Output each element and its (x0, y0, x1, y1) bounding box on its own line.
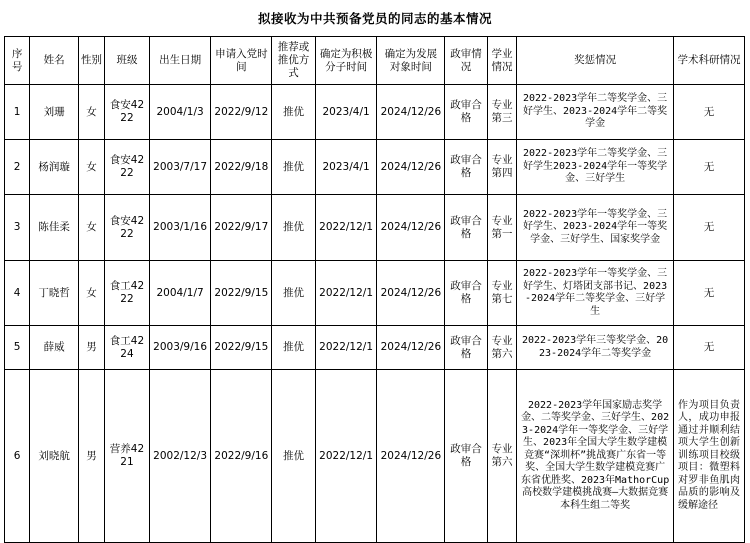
cell-research: 无 (674, 261, 745, 326)
cell-political: 政审合格 (445, 261, 488, 326)
cell-class: 食安4222 (105, 195, 150, 261)
cell-no: 4 (5, 261, 30, 326)
cell-gender: 女 (78, 85, 104, 140)
cell-no: 1 (5, 85, 30, 140)
cell-political: 政审合格 (445, 85, 488, 140)
cell-recommend: 推优 (272, 370, 316, 543)
candidates-table (4, 36, 745, 543)
cell-activist: 2023/4/1 (315, 140, 377, 195)
cell-apply: 2022/9/17 (211, 195, 272, 261)
cell-political: 政审合格 (445, 195, 488, 261)
cell-class: 食工4222 (105, 261, 150, 326)
header-apply: 申请入党时间 (211, 37, 272, 85)
cell-academic: 专业第四 (487, 140, 516, 195)
cell-activist: 2022/12/1 (315, 261, 377, 326)
cell-birth: 2003/9/16 (149, 326, 211, 370)
cell-name: 陈佳柔 (30, 195, 79, 261)
cell-political: 政审合格 (445, 140, 488, 195)
cell-awards: 2022-2023学年二等奖学金、三好学生2023-2024学年一等奖学金、三好学生 (517, 140, 674, 195)
cell-dev: 2024/12/26 (377, 195, 445, 261)
cell-apply: 2022/9/12 (211, 85, 272, 140)
header-gender: 性别 (78, 37, 104, 85)
cell-gender: 男 (78, 370, 104, 543)
cell-activist: 2022/12/1 (315, 370, 377, 543)
header-academic: 学业情况 (487, 37, 516, 85)
cell-dev: 2024/12/26 (377, 261, 445, 326)
cell-class: 营养4221 (105, 370, 150, 543)
cell-name: 杨润璇 (30, 140, 79, 195)
cell-academic: 专业第一 (487, 195, 516, 261)
cell-gender: 女 (78, 261, 104, 326)
cell-dev: 2024/12/26 (377, 140, 445, 195)
header-dev: 确定为发展对象时间 (377, 37, 445, 85)
cell-activist: 2022/12/1 (315, 326, 377, 370)
cell-academic: 专业第三 (487, 85, 516, 140)
cell-research: 无 (674, 140, 745, 195)
cell-gender: 男 (78, 326, 104, 370)
header-birth: 出生日期 (149, 37, 211, 85)
cell-awards: 2022-2023学年一等奖学金、三好学生、2023-2024学年一等奖学金、三好学生、国家奖学金 (517, 195, 674, 261)
cell-gender: 女 (78, 140, 104, 195)
header-research: 学术科研情况 (674, 37, 745, 85)
table-row (5, 326, 745, 370)
header-class: 班级 (105, 37, 150, 85)
cell-research: 作为项目负责人，成功申报通过并顺利结项大学生创新训练项目校级项目：微塑料对罗非鱼肌肉品质的影响及缓解途径 (674, 370, 745, 543)
cell-activist: 2023/4/1 (315, 85, 377, 140)
cell-class: 食工4224 (105, 326, 150, 370)
header-awards: 奖惩情况 (517, 37, 674, 85)
table-row (5, 140, 745, 195)
cell-class: 食安4222 (105, 140, 150, 195)
cell-awards: 2022-2023学年一等奖学金、三好学生、灯塔团支部书记、2023-2024学年二等奖学金、三好学生 (517, 261, 674, 326)
cell-political: 政审合格 (445, 326, 488, 370)
cell-name: 丁晓哲 (30, 261, 79, 326)
table-header-row (5, 37, 745, 85)
cell-birth: 2004/1/3 (149, 85, 211, 140)
cell-no: 3 (5, 195, 30, 261)
header-political: 政审情况 (445, 37, 488, 85)
cell-awards: 2022-2023学年国家励志奖学金、二等奖学金、三好学生、2023-2024学年一等奖学金、三好学生、2023年全国大学生数学建模竞赛“深圳杯”挑战赛广东省一等奖、全国大学生数学建模竞赛广东省优胜奖、2023年MathorCup高校数学建模挑战赛—大数据竞赛本科生组二等奖 (517, 370, 674, 543)
cell-research: 无 (674, 195, 745, 261)
cell-birth: 2004/1/7 (149, 261, 211, 326)
cell-name: 薛威 (30, 326, 79, 370)
cell-apply: 2022/9/15 (211, 261, 272, 326)
cell-political: 政审合格 (445, 370, 488, 543)
cell-name: 刘晓航 (30, 370, 79, 543)
cell-birth: 2003/7/17 (149, 140, 211, 195)
cell-gender: 女 (78, 195, 104, 261)
header-name: 姓名 (30, 37, 79, 85)
cell-apply: 2022/9/16 (211, 370, 272, 543)
table-row (5, 261, 745, 326)
header-no: 序号 (5, 37, 30, 85)
cell-dev: 2024/12/26 (377, 370, 445, 543)
table-row (5, 195, 745, 261)
table-row (5, 85, 745, 140)
table-row (5, 370, 745, 543)
cell-activist: 2022/12/1 (315, 195, 377, 261)
cell-class: 食安4222 (105, 85, 150, 140)
cell-recommend: 推优 (272, 326, 316, 370)
cell-apply: 2022/9/18 (211, 140, 272, 195)
cell-awards: 2022-2023学年三等奖学金、2023-2024学年二等奖学金 (517, 326, 674, 370)
cell-awards: 2022-2023学年二等奖学金、三好学生、2023-2024学年二等奖学金 (517, 85, 674, 140)
cell-research: 无 (674, 326, 745, 370)
cell-recommend: 推优 (272, 140, 316, 195)
header-activist: 确定为积极分子时间 (315, 37, 377, 85)
document-title: 拟接收为中共预备党员的同志的基本情况 (257, 11, 492, 26)
header-recommend: 推荐或推优方式 (272, 37, 316, 85)
cell-no: 6 (5, 370, 30, 543)
cell-recommend: 推优 (272, 261, 316, 326)
cell-birth: 2002/12/3 (149, 370, 211, 543)
cell-no: 5 (5, 326, 30, 370)
cell-academic: 专业第六 (487, 326, 516, 370)
cell-dev: 2024/12/26 (377, 85, 445, 140)
cell-recommend: 推优 (272, 85, 316, 140)
cell-birth: 2003/1/16 (149, 195, 211, 261)
cell-no: 2 (5, 140, 30, 195)
cell-academic: 专业第七 (487, 261, 516, 326)
cell-recommend: 推优 (272, 195, 316, 261)
cell-research: 无 (674, 85, 745, 140)
cell-apply: 2022/9/15 (211, 326, 272, 370)
cell-dev: 2024/12/26 (377, 326, 445, 370)
cell-name: 刘珊 (30, 85, 79, 140)
cell-academic: 专业第六 (487, 370, 516, 543)
